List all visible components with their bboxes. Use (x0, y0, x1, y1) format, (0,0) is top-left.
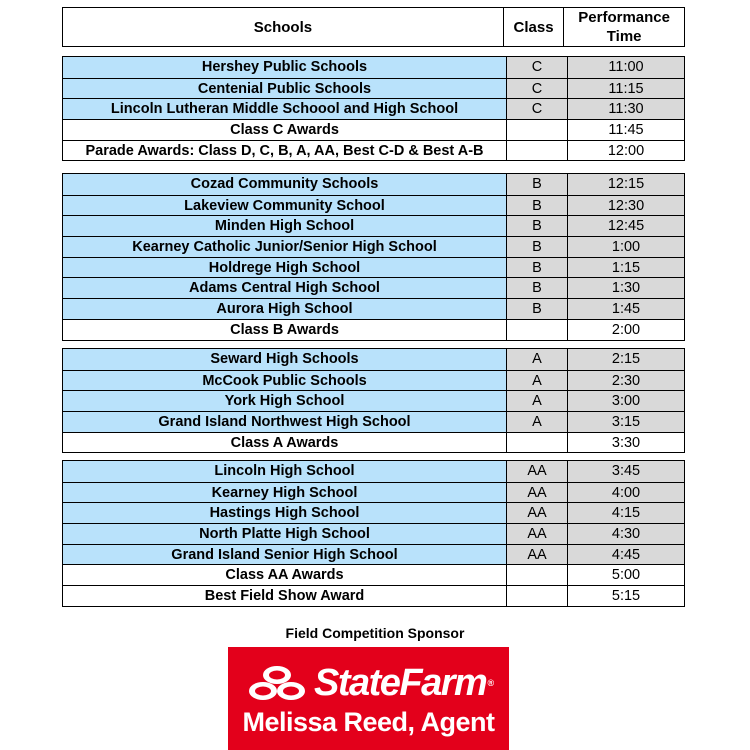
time-cell: 12:45 (568, 216, 684, 236)
time-cell: 2:00 (568, 320, 684, 340)
class-cell (507, 586, 568, 606)
school-cell: Seward High Schools (63, 349, 507, 370)
header-performance-time: Performance Time (578, 9, 670, 45)
class-cell: A (507, 349, 568, 370)
class-cell (507, 120, 568, 140)
table-row (63, 78, 684, 99)
school-cell: Best Field Show Award (63, 586, 507, 606)
time-cell: 1:15 (568, 258, 684, 278)
time-cell: 4:15 (568, 503, 684, 523)
school-cell: Hastings High School (63, 503, 507, 523)
school-cell: Lincoln High School (63, 461, 507, 482)
table-row (63, 411, 684, 432)
school-cell: Minden High School (63, 216, 507, 236)
table-header (62, 7, 685, 47)
table-row (63, 195, 684, 216)
time-cell: 12:30 (568, 196, 684, 216)
table-row (63, 257, 684, 278)
schedule-group (62, 460, 685, 607)
school-cell: Adams Central High School (63, 278, 507, 298)
school-cell: Grand Island Senior High School (63, 545, 507, 565)
time-cell: 5:00 (568, 565, 684, 585)
class-cell: C (507, 99, 568, 119)
table-row (63, 119, 684, 140)
class-cell: B (507, 258, 568, 278)
schedule-group (62, 56, 685, 161)
school-cell: Aurora High School (63, 299, 507, 319)
time-cell: 12:00 (568, 141, 684, 161)
time-cell: 3:45 (568, 461, 684, 482)
header-schools: Schools (63, 8, 504, 46)
table-row (63, 502, 684, 523)
school-cell: McCook Public Schools (63, 371, 507, 391)
class-cell: A (507, 371, 568, 391)
school-cell: Kearney Catholic Junior/Senior High School (63, 237, 507, 257)
table-row (63, 236, 684, 257)
class-cell: B (507, 278, 568, 298)
class-cell: B (507, 196, 568, 216)
sponsor-label: Field Competition Sponsor (285, 625, 465, 641)
state-farm-brand (248, 663, 492, 703)
class-cell: AA (507, 461, 568, 482)
table-row (63, 174, 684, 195)
table-row (63, 298, 684, 319)
class-cell (507, 565, 568, 585)
class-cell: C (507, 79, 568, 99)
class-cell: B (507, 216, 568, 236)
time-cell: 2:15 (568, 349, 684, 370)
state-farm-logo (228, 647, 509, 750)
time-cell: 11:00 (568, 57, 684, 78)
time-cell: 3:00 (568, 391, 684, 411)
class-cell (507, 141, 568, 161)
school-cell: Holdrege High School (63, 258, 507, 278)
class-cell (507, 320, 568, 340)
class-cell: A (507, 412, 568, 432)
time-cell: 11:45 (568, 120, 684, 140)
school-cell: Kearney High School (63, 483, 507, 503)
three-ovals-icon (248, 664, 306, 702)
school-cell: Class A Awards (63, 433, 507, 453)
time-cell: 1:00 (568, 237, 684, 257)
class-cell (507, 433, 568, 453)
time-cell: 2:30 (568, 371, 684, 391)
time-cell: 11:30 (568, 99, 684, 119)
table-row (63, 319, 684, 340)
class-cell: B (507, 299, 568, 319)
school-cell: Grand Island Northwest High School (63, 412, 507, 432)
time-cell: 4:45 (568, 545, 684, 565)
time-cell: 4:00 (568, 483, 684, 503)
table-row (63, 544, 684, 565)
time-cell: 1:45 (568, 299, 684, 319)
time-cell: 1:30 (568, 278, 684, 298)
table-row (63, 482, 684, 503)
header-class: Class (504, 8, 564, 46)
state-farm-wordmark: StateFarm® (314, 662, 493, 704)
table-row (63, 461, 684, 482)
class-cell: B (507, 174, 568, 195)
time-cell: 3:30 (568, 433, 684, 453)
table-row (63, 390, 684, 411)
table-row (63, 349, 684, 370)
class-cell: C (507, 57, 568, 78)
school-cell: Cozad Community Schools (63, 174, 507, 195)
school-cell: Lincoln Lutheran Middle Schoool and High School (63, 99, 507, 119)
table-row (63, 140, 684, 161)
school-cell: York High School (63, 391, 507, 411)
schedule-group (62, 173, 685, 341)
time-cell: 12:15 (568, 174, 684, 195)
school-cell: North Platte High School (63, 524, 507, 544)
time-cell: 3:15 (568, 412, 684, 432)
school-cell: Hershey Public Schools (63, 57, 507, 78)
class-cell: AA (507, 524, 568, 544)
table-row (63, 585, 684, 606)
school-cell: Centenial Public Schools (63, 79, 507, 99)
school-cell: Class C Awards (63, 120, 507, 140)
time-cell: 4:30 (568, 524, 684, 544)
time-cell: 11:15 (568, 79, 684, 99)
table-row (63, 277, 684, 298)
schedule-group (62, 348, 685, 453)
school-cell: Lakeview Community School (63, 196, 507, 216)
table-row (63, 57, 684, 78)
class-cell: AA (507, 503, 568, 523)
table-row (63, 98, 684, 119)
class-cell: B (507, 237, 568, 257)
school-cell: Class B Awards (63, 320, 507, 340)
table-row (63, 564, 684, 585)
table-row (63, 215, 684, 236)
school-cell: Class AA Awards (63, 565, 507, 585)
table-row (63, 523, 684, 544)
class-cell: AA (507, 545, 568, 565)
agent-name: Melissa Reed, Agent (242, 707, 495, 737)
table-row (63, 432, 684, 453)
class-cell: AA (507, 483, 568, 503)
class-cell: A (507, 391, 568, 411)
time-cell: 5:15 (568, 586, 684, 606)
school-cell: Parade Awards: Class D, C, B, A, AA, Best C-D & Best A-B (63, 141, 507, 161)
table-row (63, 370, 684, 391)
